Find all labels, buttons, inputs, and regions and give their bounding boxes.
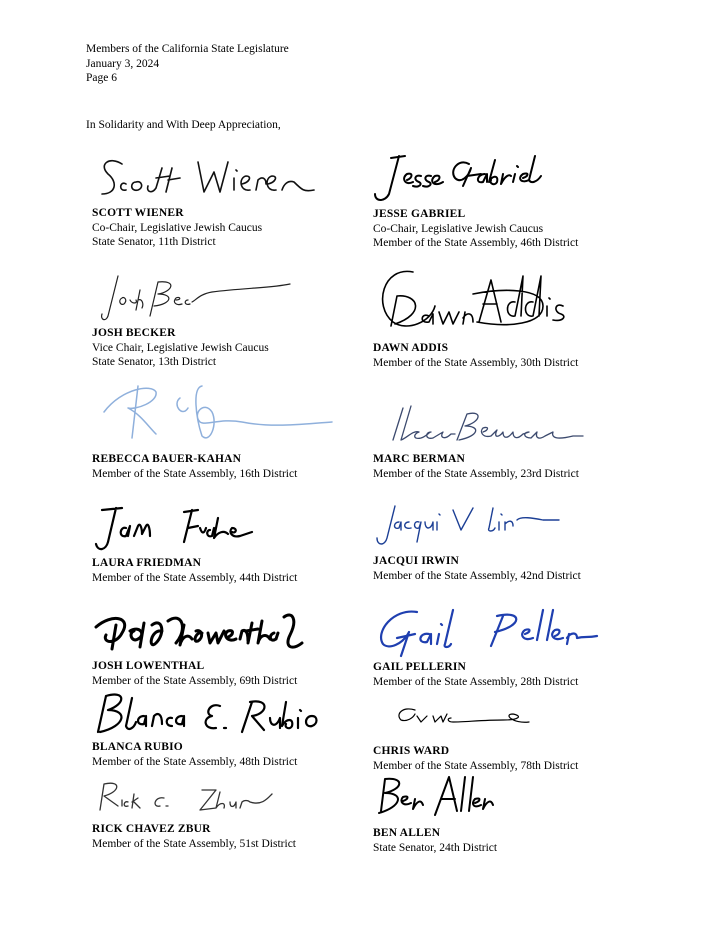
- signature-block-josh-becker: [92, 270, 392, 370]
- signature-jesse-gabriel: [373, 150, 603, 207]
- letter-header: [86, 42, 289, 86]
- signatory-title: Vice Chair, Legislative Jewish Caucus: [92, 341, 269, 354]
- signatory-name: JACQUI IRWIN: [373, 555, 460, 567]
- signatory-name: BEN ALLEN: [373, 827, 441, 839]
- signature-blanca-rubio: [92, 688, 362, 740]
- signature-rebecca-bauer-kahan: [92, 378, 342, 452]
- signature-gail-pellerin: [373, 604, 613, 660]
- signatory-name: JOSH BECKER: [92, 327, 176, 339]
- signatory-title: Member of the State Assembly, 30th District: [373, 356, 579, 369]
- signatory-name: JOSH LOWENTHAL: [92, 660, 205, 672]
- signatory-title: Member of the State Assembly, 44th District: [92, 571, 298, 584]
- signature-josh-becker: [92, 270, 322, 326]
- signature-marc-berman: [373, 398, 603, 452]
- recipient-line: Members of the California State Legislature: [86, 43, 289, 55]
- signature-block-laura-friedman: [92, 500, 392, 585]
- page-number: Page 6: [86, 72, 117, 84]
- signatory-title: Co-Chair, Legislative Jewish Caucus: [92, 221, 263, 234]
- signature-block-chris-ward: [373, 700, 673, 773]
- signatory-name: RICK CHAVEZ ZBUR: [92, 823, 211, 835]
- signatory-district: State Senator, 13th District: [92, 356, 217, 368]
- signatory-title: Member of the State Assembly, 42nd District: [373, 569, 581, 582]
- signature-block-jesse-gabriel: [373, 150, 673, 251]
- signature-scott-wiener: [92, 150, 322, 206]
- signature-block-scott-wiener: [92, 150, 392, 250]
- signature-block-ben-allen: [373, 771, 673, 855]
- signature-josh-lowenthal: [92, 603, 322, 659]
- signatory-title: Member of the State Assembly, 16th District: [92, 467, 298, 480]
- signature-block-dawn-addis: [373, 266, 673, 370]
- signatory-title: Member of the State Assembly, 48th District: [92, 755, 298, 768]
- signatory-name: BLANCA RUBIO: [92, 741, 183, 753]
- signatory-title: Co-Chair, Legislative Jewish Caucus: [373, 222, 544, 235]
- signature-ben-allen: [373, 771, 603, 826]
- signatory-name: DAWN ADDIS: [373, 342, 449, 354]
- signature-jacqui-irwin: [373, 498, 603, 554]
- signature-chris-ward: [373, 700, 603, 744]
- closing-salutation: In Solidarity and With Deep Appreciation,: [86, 119, 281, 131]
- signature-rick-chavez-zbur: [92, 776, 322, 822]
- signature-block-josh-lowenthal: [92, 603, 392, 688]
- signatory-district: Member of the State Assembly, 46th District: [373, 237, 579, 249]
- signatory-title: State Senator, 24th District: [373, 841, 498, 854]
- signatory-name: LAURA FRIEDMAN: [92, 557, 202, 569]
- signatory-name: GAIL PELLERIN: [373, 661, 467, 673]
- signatory-title: Member of the State Assembly, 51st District: [92, 837, 296, 850]
- signatory-name: CHRIS WARD: [373, 745, 450, 757]
- signature-block-rick-chavez-zbur: [92, 776, 392, 851]
- signature-block-rebecca-bauer-kahan: [92, 378, 392, 481]
- signature-dawn-addis: [373, 266, 603, 341]
- signature-block-jacqui-irwin: [373, 498, 673, 583]
- signatory-title: Member of the State Assembly, 23rd District: [373, 467, 579, 480]
- signature-block-gail-pellerin: [373, 604, 673, 689]
- signatory-district: State Senator, 11th District: [92, 236, 216, 248]
- signatory-name: REBECCA BAUER-KAHAN: [92, 453, 242, 465]
- signatory-name: SCOTT WIENER: [92, 207, 184, 219]
- signature-laura-friedman: [92, 500, 322, 556]
- signature-block-blanca-rubio: [92, 688, 392, 769]
- signature-block-marc-berman: [373, 398, 673, 481]
- signatory-title: Member of the State Assembly, 78th District: [373, 759, 579, 772]
- signatory-name: MARC BERMAN: [373, 453, 465, 465]
- signatory-title: Member of the State Assembly, 28th District: [373, 675, 579, 688]
- signatory-title: Member of the State Assembly, 69th District: [92, 674, 298, 687]
- date-line: January 3, 2024: [86, 57, 160, 70]
- signatory-name: JESSE GABRIEL: [373, 208, 466, 220]
